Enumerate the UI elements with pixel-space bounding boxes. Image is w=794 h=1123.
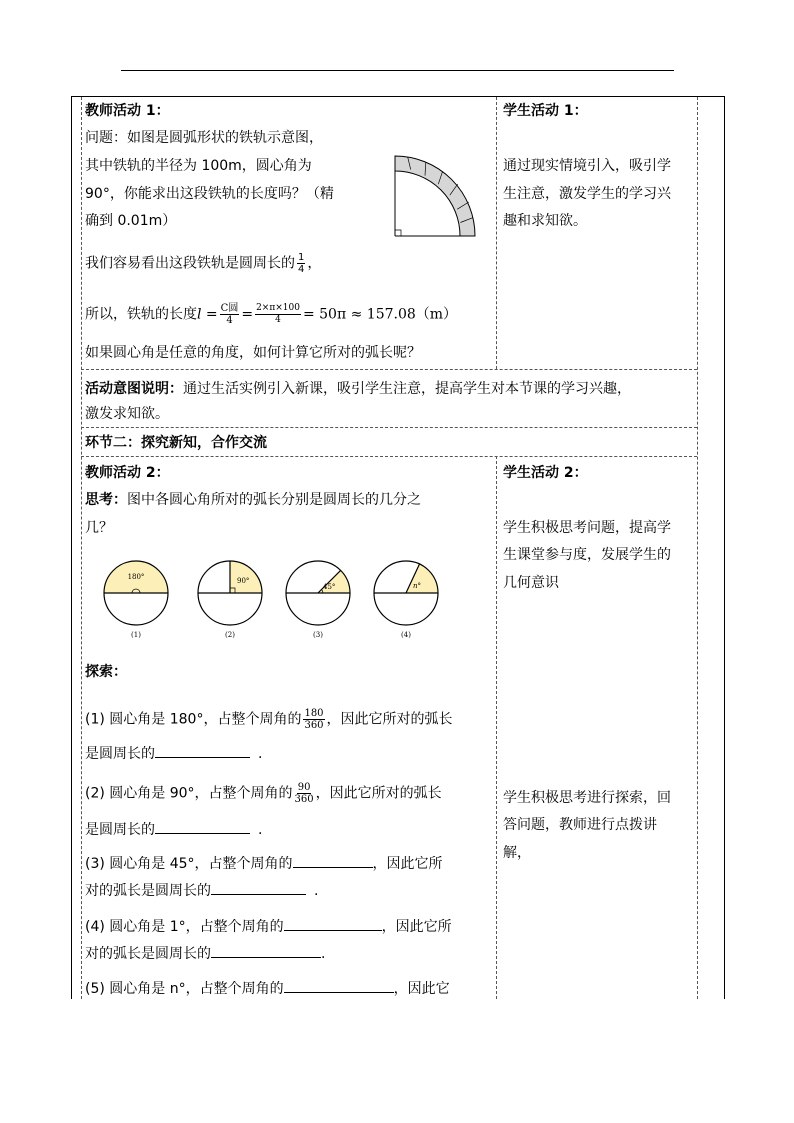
question-line-4: 确到 0.01m） (85, 213, 177, 229)
observation-line: 我们容易看出这段铁轨是圆周长的 $\frac{1}{4}$ ， (85, 252, 322, 275)
student2-heading: 学生活动 2： (503, 465, 588, 481)
circle-180 (104, 561, 168, 639)
section-title: 环节二：探究新知，合作交流 (85, 435, 267, 451)
arc-length-question: 如果圆心角是任意的角度，如何计算它所对的弧长呢？ (85, 345, 421, 361)
circle-n (374, 561, 438, 639)
circle3-caption: (3) (313, 631, 323, 639)
explore-label: 探索： (85, 664, 127, 680)
circle4-caption: (4) (401, 631, 411, 639)
explore-3-line-2: 对的弧长是圆周长的 . (85, 878, 318, 901)
student2-p1-line-1: 学生积极思考问题，提高学 (503, 520, 671, 536)
circle1-angle-label: 180° (127, 573, 145, 581)
row-divider-2 (81, 427, 697, 428)
railway-arc-figure (390, 151, 480, 241)
think-line-2: 几？ (85, 520, 113, 536)
col-divider-1 (496, 97, 497, 369)
col-divider-2 (496, 456, 497, 999)
answer-blank-3b[interactable] (211, 878, 306, 895)
think-line-1: 思考：图中各圆心角所对的弧长分别是圆周长的几分之 (85, 492, 421, 508)
teacher1-heading: 教师活动 1： (85, 103, 170, 119)
intent-line-1: 活动意图说明：通过生活实例引入新课，吸引学生注意，提高学生对本节课的学习兴趣， (85, 381, 631, 397)
explore-3-line-1: (3) 圆心角是 45°，占整个周角的 ，因此它所 (85, 851, 443, 874)
explore-2-line-2: 是圆周长的 . (85, 817, 262, 840)
central-angle-circles (100, 557, 445, 645)
circle1-caption: (1) (131, 631, 141, 639)
inner-right-border (697, 97, 698, 999)
circle2-caption: (2) (225, 631, 235, 639)
student1-line-2: 生注意，激发学生的学习兴 (503, 186, 671, 202)
teacher2-heading: 教师活动 2： (85, 465, 170, 481)
question-line-3: 90°，你能求出这段铁轨的长度吗？（精 (85, 186, 334, 202)
explore-1-line-2: 是圆周长的 . (85, 741, 262, 764)
answer-blank-1[interactable] (155, 741, 250, 758)
explore-1-line-1: (1) 圆心角是 180°，占整个周角的 $\frac{180}{360}$ ，因此它所对的弧长 (85, 708, 453, 731)
answer-blank-3a[interactable] (293, 851, 373, 868)
circle3-angle-label: 45° (323, 583, 336, 591)
intent-line-2: 激发求知欲。 (85, 406, 169, 422)
length-calculation: 所以，铁轨的长度l = $\frac{\text{C圆}}{4}$ = $\frac{2\times\pi\times 100}{4}$ = 50π ≈ 157.08（m） (85, 303, 458, 326)
inner-left-border (81, 97, 82, 999)
student2-p2-line-1: 学生积极思考进行探索，回 (503, 790, 671, 806)
student2-p2-line-3: 解， (503, 845, 531, 861)
answer-blank-4a[interactable] (284, 914, 382, 931)
circle-45 (286, 561, 350, 639)
student1-line-1: 通过现实情境引入，吸引学 (503, 158, 671, 174)
circle4-angle-label: n° (413, 582, 422, 590)
student1-heading: 学生活动 1： (503, 103, 588, 119)
answer-blank-4b[interactable] (211, 941, 321, 958)
answer-blank-5[interactable] (284, 976, 394, 993)
circle-90 (198, 561, 262, 639)
header-rule (121, 70, 674, 71)
explore-4-line-1: (4) 圆心角是 1°，占整个周角的 ，因此它所 (85, 914, 452, 937)
answer-blank-2[interactable] (155, 817, 250, 834)
student2-p1-line-2: 生课堂参与度，发展学生的 (503, 547, 671, 563)
question-line-1: 问题：如图是圆弧形状的铁轨示意图， (85, 130, 323, 146)
explore-5-line-1: (5) 圆心角是 n°，占整个周角的 ，因此它 (85, 976, 450, 999)
row-divider-3 (81, 456, 697, 457)
student2-p1-line-3: 几何意识 (503, 575, 559, 591)
question-line-2: 其中铁轨的半径为 100m，圆心角为 (85, 158, 312, 174)
explore-2-line-1: (2) 圆心角是 90°，占整个周角的 $\frac{90}{360}$ ，因此它所对的弧长 (85, 782, 442, 805)
student2-p2-line-2: 答问题，教师进行点拨讲 (503, 817, 657, 833)
explore-4-line-2: 对的弧长是圆周长的 . (85, 941, 325, 964)
circle2-angle-label: 90° (237, 577, 250, 585)
row-divider-1 (81, 369, 697, 370)
student1-line-3: 趣和求知欲。 (503, 213, 587, 229)
